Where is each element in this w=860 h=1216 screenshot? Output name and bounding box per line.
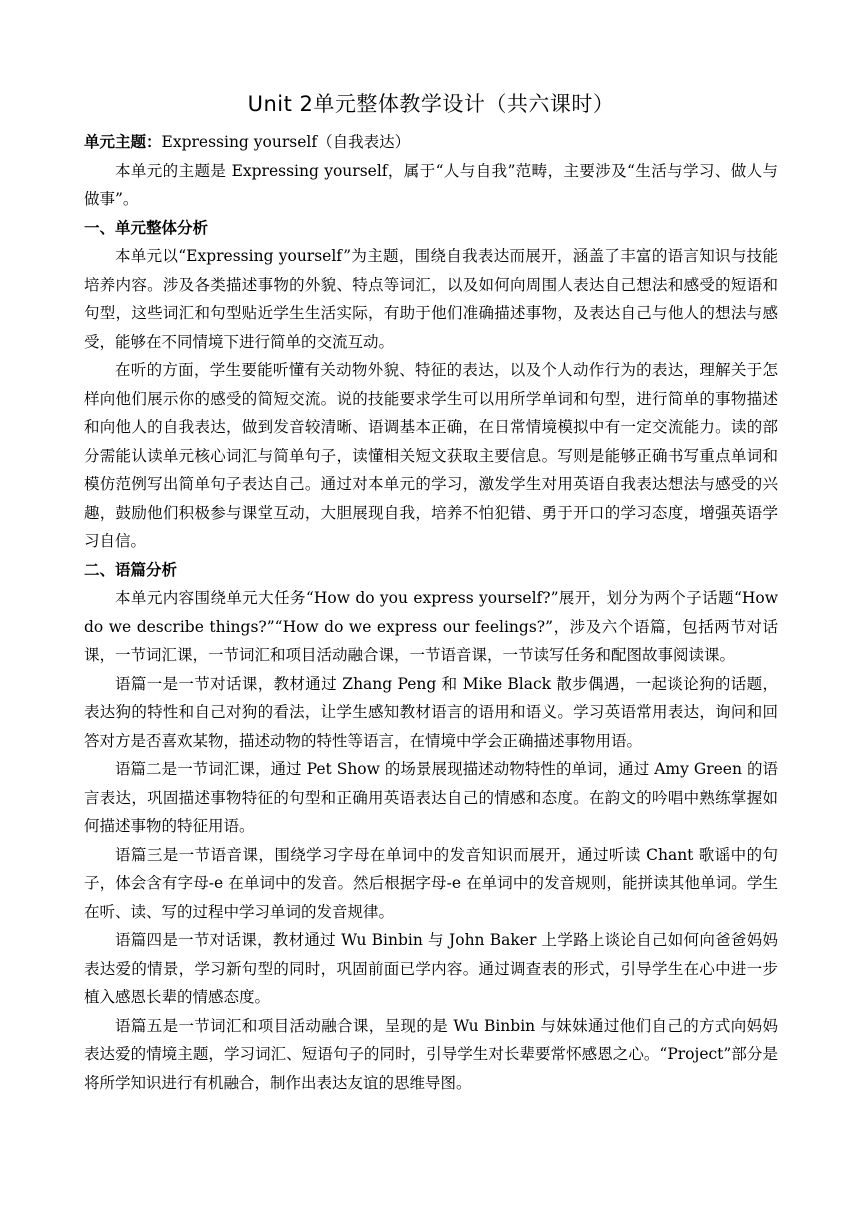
unit-theme xyxy=(84,128,778,157)
intro-paragraph: 本单元的主题是 Expressing yourself，属于“人与自我”范畴，主要涉及“生活与学习、做人与做事”。 xyxy=(84,161,778,208)
unit-theme-value: Expressing yourself（自我表达） xyxy=(161,133,411,151)
text-analysis-paragraph-3: 语篇二是一节词汇课，通过 Pet Show 的场景展现描述动物特性的单词，通过 Amy Green 的语言表达，巩固描述事物特征的句型和正确用英语表达自己的情感和态度。在韵文的吟唱中熟练掌握如何描述事物的特征用语。 xyxy=(84,760,778,835)
unit-analysis-paragraph-1: 本单元以“Expressing yourself”为主题，围绕自我表达而展开，涵盖了丰富的语言知识与技能培养内容。涉及各类描述事物的外貌、特点等词汇，以及如何向周围人表达自己想法和感受的短语和句型，这些词汇和句型贴近学生生活实际，有助于他们准确描述事物，及表达自己与他人的想法与感受，能够在不同情境下进行简单的交流互动。 xyxy=(84,247,778,351)
text-analysis-paragraph-5: 语篇四是一节对话课，教材通过 Wu Binbin 与 John Baker 上学路上谈论自己如何向爸爸妈妈表达爱的情景，学习新句型的同时，巩固前面已学内容。通过调查表的形式，引导学生在心中进一步植入感恩长辈的情感态度。 xyxy=(84,931,778,1006)
section-heading-unit-analysis: 一、单元整体分析 xyxy=(84,218,209,237)
section-heading-text-analysis: 二、语篇分析 xyxy=(84,560,178,579)
document-title: Unit 2单元整体教学设计（共六课时） xyxy=(247,92,615,116)
text-analysis-paragraph-6: 语篇五是一节词汇和项目活动融合课，呈现的是 Wu Binbin 与妹妹通过他们自己的方式向妈妈表达爱的情境主题，学习词汇、短语句子的同时，引导学生对长辈要常怀感恩之心。“Project”部分是将所学知识进行有机融合，制作出表达友谊的思维导图。 xyxy=(84,1016,778,1092)
text-analysis-paragraph-4: 语篇三是一节语音课，围绕学习字母在单词中的发音知识而展开，通过听读 Chant 歌谣中的句子，体会含有字母-e 在单词中的发音。然后根据字母-e 在单词中的发音规则，能拼读其他单词。学生在听、读、写的过程中学习单词的发音规律。 xyxy=(84,845,778,921)
unit-analysis-paragraph-2: 在听的方面，学生要能听懂有关动物外貌、特征的表达，以及个人动作行为的表达，理解关于怎样向他们展示你的感受的简短交流。说的技能要求学生可以用所学单词和句型，进行简单的事物描述和向他人的自我表达，做到发音较清晰、语调基本正确，在日常情境模拟中有一定交流能力。读的部分需能认读单元核心词汇与简单句子，读懂相关短文获取主要信息。写则是能够正确书写重点单词和模仿范例写出简单句子表达自己。通过对本单元的学习，激发学生对用英语自我表达想法与感受的兴趣，鼓励他们积极参与课堂互动，大胆展现自我，培养不怕犯错、勇于开口的学习态度，增强英语学习自信。 xyxy=(84,361,778,550)
text-analysis-paragraph-1: 本单元内容围绕单元大任务“How do you express yourself?”展开，划分为两个子话题“How do we describe things?”“How do we express our feelings?”，涉及六个语篇，包括两节对话课，一节词汇课，一节词汇和项目活动融合课，一节语音课，一节读写任务和配图故事阅读课。 xyxy=(84,589,778,664)
unit-theme-label: 单元主题： xyxy=(84,133,162,151)
text-analysis-paragraph-2: 语篇一是一节对话课，教材通过 Zhang Peng 和 Mike Black 散步偶遇，一起谈论狗的话题，表达狗的特性和自己对狗的看法，让学生感知教材语言的语用和语义。学习英语常用表达，询问和回答对方是否喜欢某物，描述动物的特性等语言，在情境中学会正确描述事物用语。 xyxy=(84,674,779,750)
document-page xyxy=(84,86,778,1097)
